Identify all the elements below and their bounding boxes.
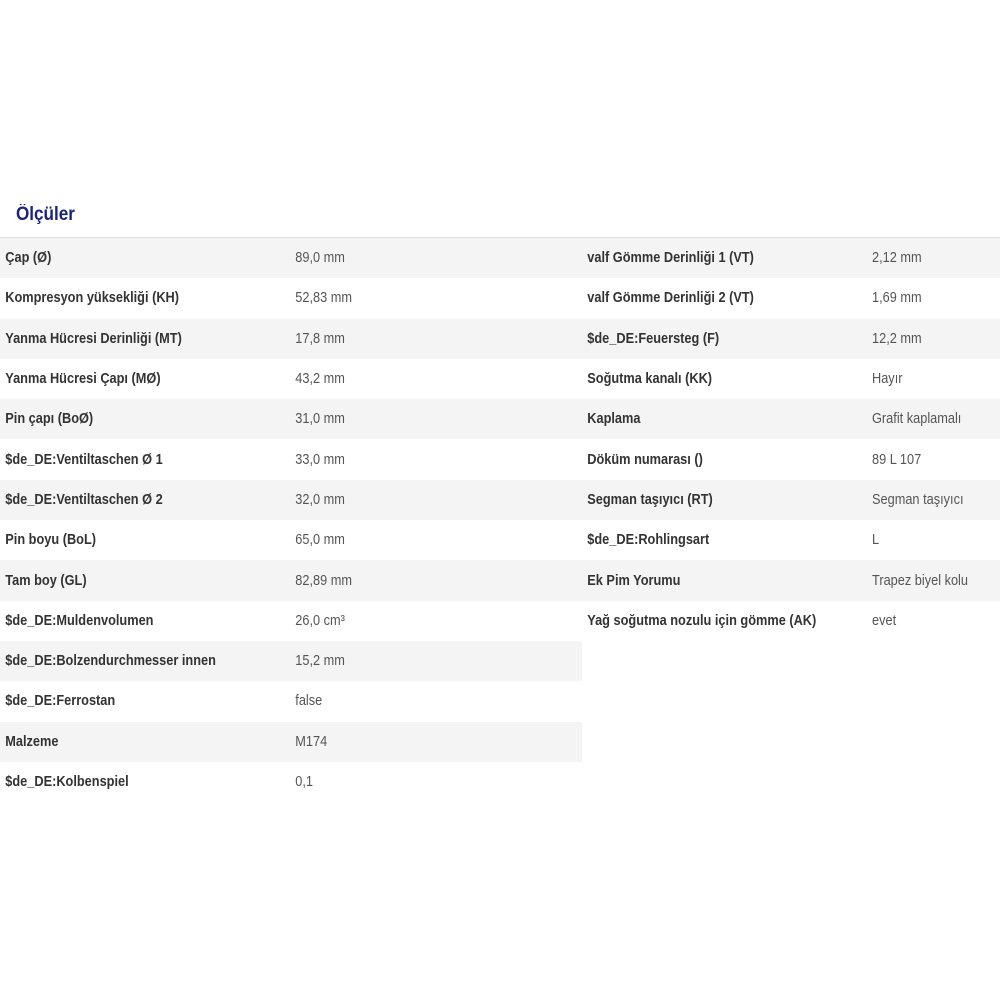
spec-value: 52,83 mm <box>295 290 353 307</box>
left-spec-table <box>0 238 582 802</box>
spec-label: $de_DE:Kolbenspiel <box>5 774 129 790</box>
spec-label: $de_DE:Ventiltaschen Ø 2 <box>5 491 163 508</box>
spec-row <box>0 560 582 600</box>
spec-label: Ek Pim Yorumu <box>587 572 681 589</box>
spec-row <box>582 399 1000 439</box>
spec-value: 0,1 <box>295 774 314 790</box>
spec-row <box>0 762 582 802</box>
spec-tables <box>0 238 1000 802</box>
spec-label: Segman taşıyıcı (RT) <box>587 491 713 508</box>
spec-value: Segman taşıyıcı <box>872 491 964 508</box>
spec-row <box>0 359 582 399</box>
spec-label: valf Gömme Derinliği 1 (VT) <box>587 250 754 267</box>
spec-value: Hayır <box>872 371 903 388</box>
spec-value: evet <box>872 612 897 629</box>
spec-value: 31,0 mm <box>295 411 345 428</box>
spec-label: Döküm numarası () <box>587 451 703 468</box>
spec-value: false <box>295 693 323 710</box>
dimensions-section <box>0 198 1000 802</box>
spec-value: 89 L 107 <box>872 451 922 468</box>
spec-label: $de_DE:Muldenvolumen <box>5 612 154 629</box>
spec-label: Tam boy (GL) <box>5 572 87 589</box>
spec-label: Kompresyon yüksekliği (KH) <box>5 290 180 307</box>
spec-row <box>582 520 1000 560</box>
spec-value: 17,8 mm <box>295 330 345 347</box>
spec-label: Yanma Hücresi Derinliği (MT) <box>5 330 182 347</box>
spec-label: Malzeme <box>5 733 59 750</box>
spec-row <box>582 439 1000 479</box>
spec-value: 82,89 mm <box>295 572 353 589</box>
spec-row <box>0 278 582 318</box>
spec-row <box>0 238 582 278</box>
spec-label: valf Gömme Derinliği 2 (VT) <box>587 290 754 307</box>
spec-value: Trapez biyel kolu <box>872 572 968 589</box>
spec-row <box>582 560 1000 600</box>
section-header <box>0 198 1000 238</box>
spec-label: Yanma Hücresi Çapı (MØ) <box>5 371 161 388</box>
spec-label: Pin çapı (BoØ) <box>5 411 94 428</box>
spec-row <box>582 319 1000 359</box>
spec-row <box>0 641 582 681</box>
spec-label: $de_DE:Rohlingsart <box>587 532 710 549</box>
spec-label: $de_DE:Ferrostan <box>5 693 116 710</box>
spec-value: 26,0 cm³ <box>295 612 345 629</box>
spec-row <box>582 359 1000 399</box>
spec-value: Grafit kaplamalı <box>872 411 962 428</box>
spec-label: Kaplama <box>587 411 641 428</box>
spec-value: 32,0 mm <box>295 491 345 508</box>
spec-value: 43,2 mm <box>295 371 345 388</box>
spec-row <box>582 278 1000 318</box>
spec-label: Soğutma kanalı (KK) <box>587 371 713 388</box>
spec-row <box>582 480 1000 520</box>
spec-label: Çap (Ø) <box>5 250 52 267</box>
spec-row <box>582 238 1000 278</box>
spec-value: 2,12 mm <box>872 250 922 267</box>
spec-label: Pin boyu (BoL) <box>5 532 97 549</box>
spec-value: 65,0 mm <box>295 532 345 549</box>
spec-row <box>0 439 582 479</box>
spec-row <box>0 601 582 641</box>
right-spec-table <box>582 238 1000 802</box>
section-title: Ölçüler <box>16 204 75 225</box>
spec-value: 33,0 mm <box>295 451 345 468</box>
spec-row <box>0 399 582 439</box>
spec-value: 15,2 mm <box>295 653 345 670</box>
spec-value: 89,0 mm <box>295 250 345 267</box>
spec-row <box>0 480 582 520</box>
spec-row <box>582 601 1000 641</box>
spec-row <box>0 520 582 560</box>
spec-value: L <box>872 532 880 549</box>
spec-row <box>0 319 582 359</box>
spec-value: M174 <box>295 733 328 750</box>
spec-label: $de_DE:Bolzendurchmesser innen <box>5 653 216 670</box>
spec-row <box>0 722 582 762</box>
spec-label: $de_DE:Ventiltaschen Ø 1 <box>5 451 163 468</box>
spec-row <box>0 681 582 721</box>
spec-label: Yağ soğutma nozulu için gömme (AK) <box>587 612 817 629</box>
spec-label: $de_DE:Feuersteg (F) <box>587 330 720 347</box>
spec-value: 1,69 mm <box>872 290 922 307</box>
spec-value: 12,2 mm <box>872 330 922 347</box>
